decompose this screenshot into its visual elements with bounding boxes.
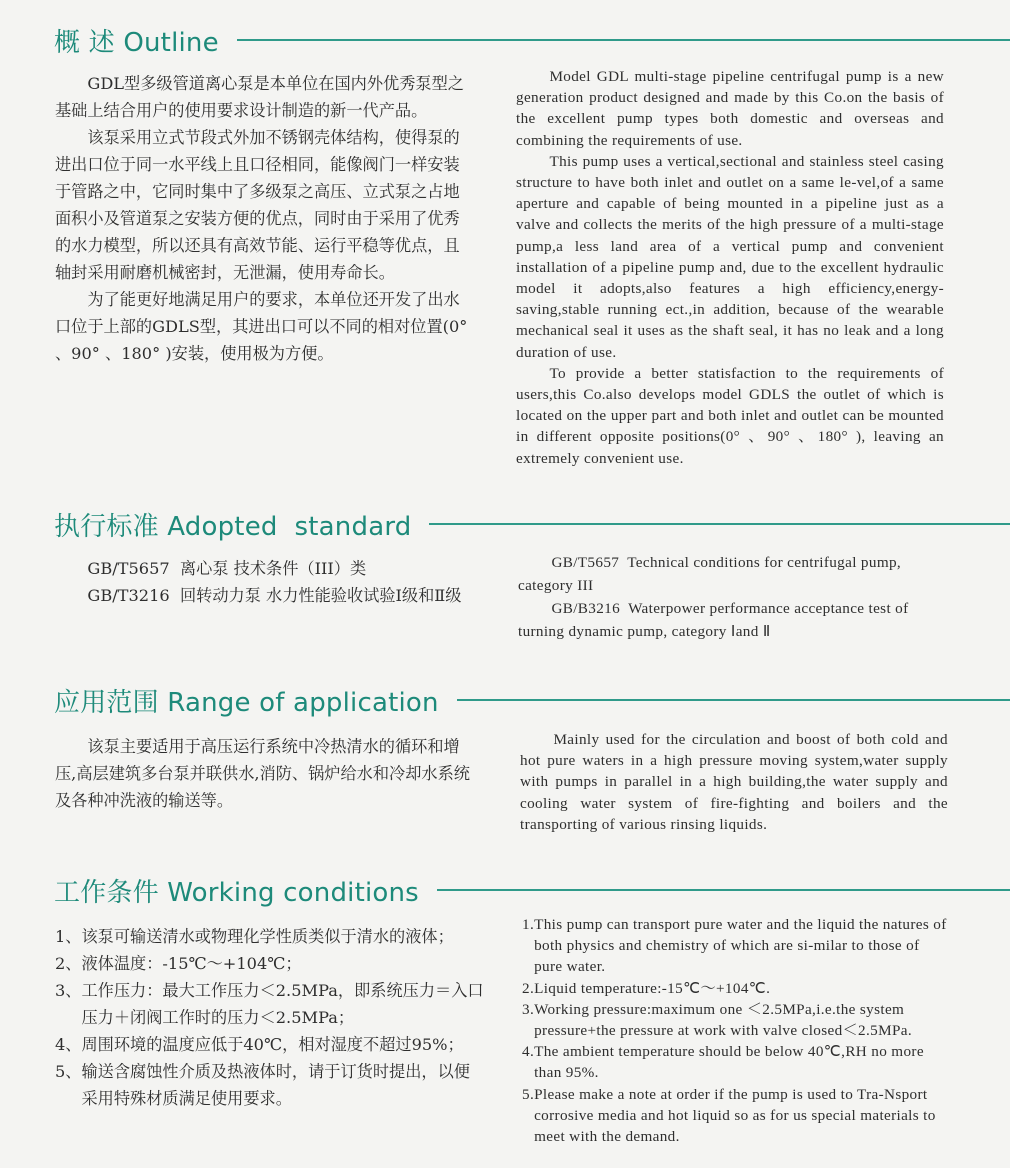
standard-en [518,551,948,643]
list-number: 1. [522,916,535,933]
outline-title: 概 述 Outline [54,27,219,58]
application-title: 应用范围 Range of application [54,687,439,718]
conditions-heading [0,872,1010,908]
standard-en-item-1: GB/T5657 Technical conditions for centrifugal pump, category III [518,554,906,594]
conditions-title: 工作条件 Working conditions [54,877,419,908]
list-text: 液体温度：-15℃～+104℃； [81,954,302,973]
list-number: 3、 [55,981,82,1000]
conditions-en-item [522,1084,950,1148]
conditions-en [522,914,950,1147]
outline-cn-para-1: GDL型多级管道离心泵是本单位在国内外优秀泵型之基础上结合用户的使用要求设计制造的新一代产品。 [55,74,464,120]
list-number: 2、 [55,954,82,973]
list-number: 4. [522,1043,535,1061]
standard-cn-item-2: GB/T3216 回转动力泵 水力性能验收试验Ⅰ级和Ⅱ级 [87,586,462,605]
standard-heading [0,506,1010,542]
standard-title: 执行标准 Adopted standard [54,511,412,542]
standard-divider [429,523,1010,525]
list-number: 2. [522,979,535,997]
outline-cn-para-2: 该泵采用立式节段式外加不锈钢壳体结构，使得泵的进出口位于同一水平线上且口径相同，能像阀门一样安装于管路之中，它同时集中了多级泵之高压、立式泵之占地面积小及管道泵之安装方便的优点，同时由于采用了优秀的水力模型，所以还具有高效节能、运行平稳等优点，且轴封采用耐磨机械密封，无泄漏，使用寿命长。 [55,128,460,282]
conditions-cn-item [55,977,485,1031]
list-number: 3. [522,1000,535,1018]
application-cn [55,733,475,814]
application-heading [0,682,1010,718]
outline-en-para-2: This pump uses a vertical,sectional and stainless steel casing structure to have both inlet and outlet on a same le-vel,of a same aperture and capable of being mounted in a pipeline just as a valve and collects the merits of the high pressure of a multi-stage pump,a less land area of a vertical pump and convenient installation of a pipeline pump and, due to the excellent hydraulic model it adopts,also features a high efficiency,energy-saving,stable running ect.,in addition, because of the wearable mechanical seal it uses as the shaft seal, it has no leak and a long duration of use. [516,152,944,361]
application-en [520,729,948,835]
application-divider [457,699,1010,701]
list-text: This pump can transport pure water and the liquid the natures of both physics and chemistry of which are si-milar to those of pure water. [534,916,947,976]
list-text: Liquid temperature:-15℃～+104℃. [534,979,771,997]
conditions-en-item [522,999,950,1041]
list-text: Working pressure:maximum one ＜2.5MPa,i.e.the system pressure+the pressure at work with valve closed＜2.5MPa. [534,1000,912,1040]
list-text: 输送含腐蚀性介质及热液体时，请于订货时提出，以便采用特殊材质满足使用要求。 [81,1062,470,1108]
list-text: 工作压力：最大工作压力＜2.5MPa，即系统压力＝入口压力＋闭阀工作时的压力＜2.5MPa； [81,981,484,1027]
outline-cn [55,70,475,367]
outline-divider [237,39,1010,41]
outline-en-para-1: Model GDL multi-stage pipeline centrifugal pump is a new generation product designed and made by this Co.on the basis of the excellent pump types both domestic and overseas and combining the requirements of use. [516,68,944,149]
standard-cn [55,555,475,609]
list-text: 该泵可输送清水或物理化学性质类似于清水的液体； [81,927,454,946]
standard-en-item-2: GB/B3216 Waterpower performance acceptance test of turning dynamic pump, category Ⅰand Ⅱ [518,600,913,640]
application-cn-para: 该泵主要适用于高压运行系统中冷热清水的循环和增压,高层建筑多台泵并联供水,消防、锅炉给水和冷却水系统及各种冲洗液的输送等。 [55,737,470,810]
outline-en-para-3: To provide a better statisfaction to the requirements of users,this Co.also develops model GDLS the outlet of which is located on the upper part and both inlet and outlet can be mounted in different opposite positions(0° 、90° 、180° ), leaving an extremely convenient use. [516,364,944,467]
list-text: The ambient temperature should be below 40℃,RH no more than 95%. [534,1043,924,1082]
list-text: Please make a note at order if the pump is used to Tra-Nsport corrosive media and hot liquid so as for us special materials to meet with the demand. [534,1085,936,1146]
conditions-cn [55,923,485,1112]
conditions-cn-item [55,1058,485,1112]
conditions-en-item [522,978,950,999]
outline-heading [0,22,1010,58]
outline-en [516,66,944,469]
conditions-en-item [522,914,950,978]
conditions-cn-item [55,950,485,977]
list-number: 4、 [55,1035,82,1054]
list-text: 周围环境的温度应低于40℃，相对湿度不超过95%； [81,1035,464,1054]
list-number: 5. [522,1085,535,1103]
outline-cn-para-3: 为了能更好地满足用户的要求，本单位还开发了出水口位于上部的GDLS型，其进出口可以不同的相对位置(0° 、90° 、180° )安装，使用极为方便。 [55,290,468,363]
conditions-divider [437,889,1010,891]
conditions-en-item [522,1041,950,1083]
conditions-cn-item [55,1031,485,1058]
list-number: 1、 [55,927,82,946]
application-en-para: Mainly used for the circulation and boost of both cold and hot pure waters in a high pressure moving system,water supply with pumps in parallel in a high building,the water supply and cooling water system of fire-fighting and boilers and the transporting of various rinsing liquids. [520,731,948,833]
list-number: 5、 [55,1062,82,1081]
conditions-cn-item [55,923,485,950]
standard-cn-item-1: GB/T5657 离心泵 技术条件（III）类 [87,559,367,578]
